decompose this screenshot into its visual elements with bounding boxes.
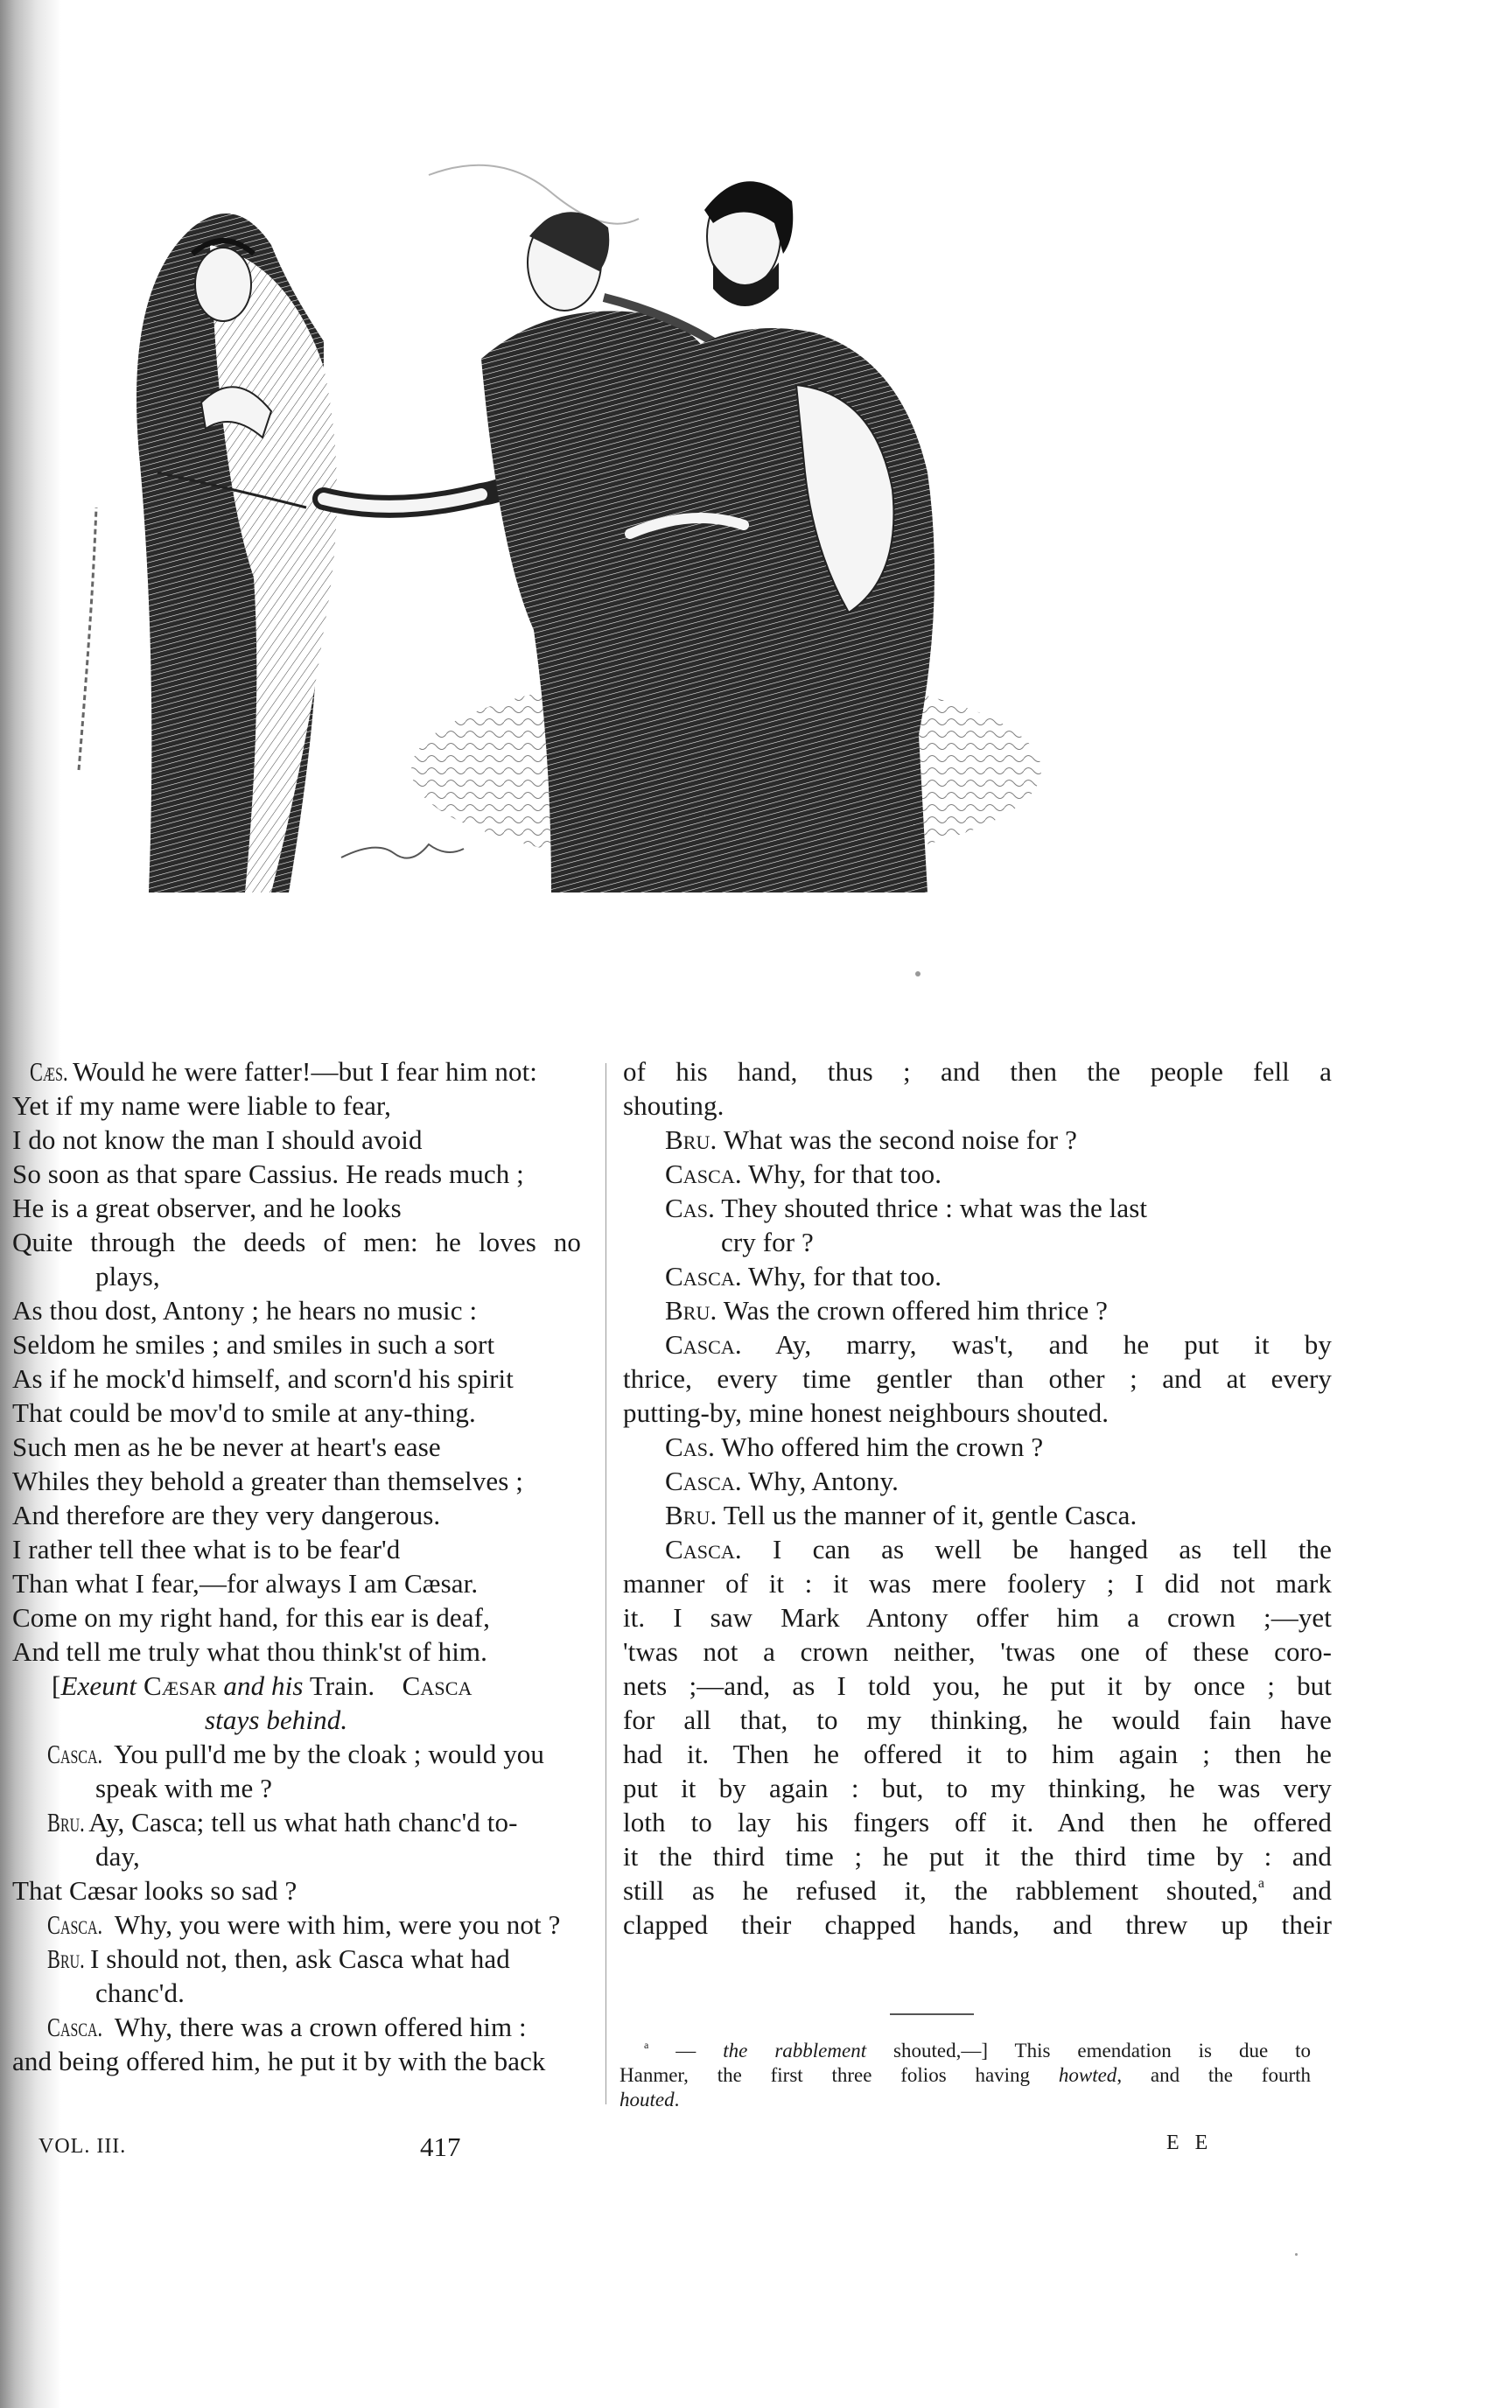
left-column: [12, 1054, 581, 2078]
prose-line: it the third time ; he put it the third time by : and: [623, 1841, 1332, 1872]
speaker-name: Bru.: [665, 1500, 718, 1530]
speaker-name: Cas.: [665, 1193, 715, 1223]
prose-line: 'twas not a crown neither, 'twas one of these coro-: [623, 1636, 1332, 1667]
speech-line: Cas. Who offered him the crown ?: [665, 1432, 1044, 1462]
figure-caesar: [136, 214, 337, 892]
speech-line: Casca. You pull'd me by the cloak ; would you: [47, 1739, 545, 1769]
speech-line: Bru. What was the second noise for ?: [665, 1124, 1077, 1155]
verse-line: And therefore are they very dangerous.: [12, 1500, 441, 1530]
printer-signature-mark: E E: [1166, 2132, 1214, 2154]
page-number: 417: [420, 2132, 461, 2162]
speech-line: Casca. Why, you were with him, were you not ?: [47, 1909, 561, 1940]
artist-signature: [341, 844, 464, 858]
verse-line: He is a great observer, and he looks: [12, 1193, 402, 1223]
artist-mark-left: [79, 508, 96, 770]
verse-line: Come on my right hand, for this ear is deaf,: [12, 1602, 490, 1633]
speech-line: Casca. Why, Antony.: [665, 1466, 899, 1496]
speaker-name: Casca.: [665, 1534, 742, 1564]
verse-line: I rather tell thee what is to be fear'd: [12, 1534, 401, 1564]
speaker-name: Casca.: [47, 1909, 103, 1940]
paper-speck: [1295, 2253, 1298, 2256]
speech-line: Casca. Why, for that too.: [665, 1261, 942, 1292]
verse-line: Than what I fear,—for always I am Cæsar.: [12, 1568, 479, 1599]
speech-line: Bru. Ay, Casca; tell us what hath chanc'd to-: [47, 1807, 518, 1838]
prose-line: nets ;—and, as I told you, he put it by once ; but: [623, 1670, 1332, 1701]
verse-line: So soon as that spare Cassius. He reads much ;: [12, 1158, 524, 1189]
speech-line: Casca. I can as well be hanged as tell the: [665, 1534, 1332, 1564]
volume-label: VOL. III.: [38, 2135, 127, 2158]
speaker-name: Casca.: [47, 1739, 103, 1769]
speaker-name: Bru.: [665, 1295, 718, 1326]
prose-line: putting-by, mine honest neighbours shouted.: [623, 1397, 1110, 1428]
footnote-reference[interactable]: a: [1257, 1876, 1265, 1891]
speaker-name: Casca.: [47, 2012, 103, 2042]
verse-line: Whiles they behold a greater than themselves ;: [12, 1466, 523, 1496]
stage-direction: [Exeunt Cæsar and his Train. Casca: [52, 1670, 472, 1701]
footnote-line: Hanmer, the first three folios having howted, and the fourth: [620, 2064, 1312, 2086]
footnote-line: houted.: [620, 2089, 680, 2110]
speaker-name: Casca.: [665, 1261, 742, 1292]
prose-line: shouting.: [623, 1090, 724, 1121]
verse-line: As if he mock'd himself, and scorn'd his spirit: [12, 1363, 514, 1394]
verse-line: Such men as he be never at heart's ease: [12, 1432, 441, 1462]
prose-line: it. I saw Mark Antony offer him a crown ;—yet: [623, 1602, 1332, 1633]
verse-line-continuation: plays,: [95, 1261, 160, 1292]
prose-line: of his hand, thus ; and then the people fell a: [623, 1056, 1332, 1087]
prose-line: thrice, every time gentler than other ; and at every: [623, 1363, 1332, 1394]
speech-line-continuation: cry for ?: [721, 1227, 814, 1257]
speaker-name: Bru.: [47, 1943, 85, 1974]
speech-line: Casca. Why, for that too.: [665, 1158, 942, 1189]
verse-line: I do not know the man I should avoid: [12, 1124, 423, 1155]
speech-line: Bru. Was the crown offered him thrice ?: [665, 1295, 1109, 1326]
footnote-line: $^a$ — the rabblement shouted,—] This emendation is due to: [644, 2039, 1312, 2062]
footnote-marker: a: [644, 2039, 649, 2051]
footnote-rule: [890, 2013, 974, 2015]
speech-line-continuation: chanc'd.: [95, 1978, 185, 2008]
verse-line: As thou dost, Antony ; he hears no music :: [12, 1295, 478, 1326]
speaker-name: Cæs.: [30, 1056, 68, 1087]
speech-line: Bru. I should not, then, ask Casca what had: [47, 1943, 510, 1974]
speaker-name: Casca.: [665, 1329, 742, 1360]
speaker-name: Bru.: [47, 1807, 85, 1838]
speech-line: Casca. Ay, marry, was't, and he put it by: [665, 1329, 1333, 1360]
illustration-engraving: [61, 140, 1286, 901]
right-column: [623, 1054, 1332, 1942]
speech-line: Bru. Tell us the manner of it, gentle Casca.: [665, 1500, 1138, 1530]
speaker-name: Cas.: [665, 1432, 715, 1462]
speech-line: Casca. Why, there was a crown offered him :: [47, 2012, 527, 2042]
speech-line: That Cæsar looks so sad ?: [12, 1875, 298, 1906]
footnote: [620, 2039, 1311, 2112]
speech-line-continuation: day,: [95, 1841, 140, 1872]
verse-line: That could be mov'd to smile at any-thing.: [12, 1397, 476, 1428]
speaker-name: Casca.: [665, 1158, 742, 1189]
verse-line: Cæs. Would he were fatter!—but I fear him not:: [30, 1056, 538, 1087]
speaker-name: Bru.: [665, 1124, 718, 1155]
paper-speck: [915, 971, 920, 976]
speech-line: and being offered him, he put it by with the back: [12, 2046, 546, 2076]
verse-line: Yet if my name were liable to fear,: [12, 1090, 391, 1121]
prose-line: had it. Then he offered it to him again ; then he: [623, 1739, 1332, 1769]
verse-line: And tell me truly what thou think'st of him.: [12, 1636, 487, 1667]
verse-line: Seldom he smiles ; and smiles in such a sort: [12, 1329, 495, 1360]
stage-direction-continuation: stays behind.: [205, 1704, 348, 1735]
prose-line: still as he refused it, the rabblement shouted,$^a$ and: [623, 1875, 1332, 1906]
speech-line: Cas. They shouted thrice : what was the last: [665, 1193, 1148, 1223]
prose-line: loth to lay his fingers off it. And then he offered: [623, 1807, 1332, 1838]
prose-line: manner of it : it was mere foolery ; I did not mark: [623, 1568, 1332, 1599]
prose-line: for all that, to my thinking, he would fain have: [623, 1704, 1332, 1735]
prose-line: put it by again : but, to my thinking, he was very: [623, 1773, 1332, 1803]
verse-line: Quite through the deeds of men: he loves no: [12, 1227, 581, 1257]
speech-line-continuation: speak with me ?: [95, 1773, 273, 1803]
speaker-name: Casca.: [665, 1466, 742, 1496]
prose-line: clapped their chapped hands, and threw up their: [623, 1909, 1332, 1940]
